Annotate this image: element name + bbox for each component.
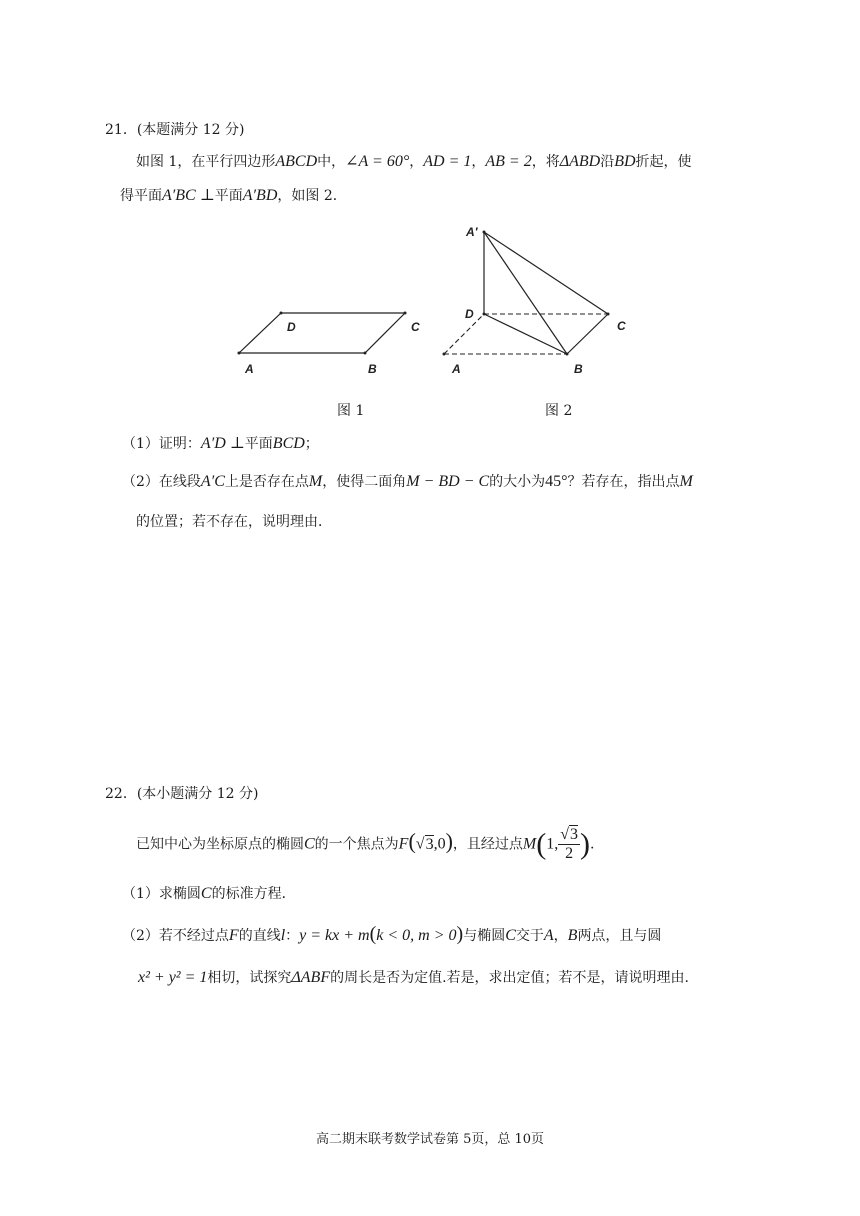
q21-part2-line2: 的位置；若不存在，说明理由． [136,514,332,530]
math-triangle-ABF: ΔABF [291,969,331,986]
math-ApC: A′C [200,473,225,490]
math-C: C [505,927,516,944]
q22-text: . [590,836,595,853]
figure-2-folded [440,222,640,382]
fig1-label-B: B [368,362,377,376]
fig1-label-A: A [245,362,254,376]
q21-text: （1）证明： [122,436,201,452]
q21-text: 上是否存在点 [224,474,309,490]
math-line-eq: y = kx + m [299,927,370,944]
math-C: C [304,835,315,853]
math-sqrt3: 3 [425,835,434,853]
math-AD: AD = 1 [423,153,472,170]
math-M-x: 1, [546,835,559,853]
math-ABCD: ABCD [275,153,318,170]
page-footer: 高二期末联考数学试卷第 5页，总 10页 [315,1132,545,1147]
q22-text: （2）若不经过点 [122,928,229,944]
math-F-y: ,0 [433,835,446,853]
q21-text: ，如图 2． [277,188,347,204]
q21-text: 折起，使 [635,154,692,170]
q21-text: 沿 [600,154,615,170]
fig2-label-D: D [465,307,474,321]
figure-2-caption: 图 2 [545,403,573,419]
q21-intro-line1 [136,152,692,172]
math-BCD: BCD [272,435,305,452]
math-F: F [398,835,409,853]
math-F: F [228,927,239,944]
q22-text: 与椭圆 [463,928,506,944]
math-M: M [308,473,323,490]
q21-text: 平面 [244,436,273,452]
fig1-label-D: D [287,320,296,334]
q21-text: ； [304,436,319,452]
q21-text: 平面 [214,188,243,204]
math-ApD: A′D ⊥ [200,435,245,452]
fig2-label-C: C [617,319,626,333]
q21-text: 如图 1，在平行四边形 [136,154,276,170]
q21-text: ， [471,154,486,170]
math-sqrt3: 3 [570,826,578,843]
math-C: C [200,885,212,902]
q21-text: ？若存在，指出点 [567,474,680,490]
q21-text: 的大小为 [489,474,546,490]
fig2-label-B: B [574,362,583,376]
q22-intro: 已知中心为坐标原点的椭圆C的一个焦点为F(√3,0)，且经过点M(1, $\frac{√3}{2}$ ). [136,826,595,862]
q21-part2-line1 [122,472,693,492]
math-fraction: $\frac{√3}{2}$ [560,826,578,862]
q21-text: ，使得二面角 [322,474,407,490]
math-M: M [679,473,693,490]
q22-text: 的周长是否为定值.若是，求出定值；若不是，请说明理由. [330,970,690,986]
figure-1-caption: 图 1 [337,403,365,419]
q22-text: 交于 [515,928,544,944]
math-denominator: 2 [565,845,574,862]
q22-text: 已知中心为坐标原点的椭圆 [136,836,304,853]
q22-text: ，且经过点 [452,836,523,853]
q21-text: ，将 [531,154,560,170]
math-condition: k < 0, m > 0 [376,927,457,944]
math-dihedral: M − BD − C [406,473,490,490]
math-angle-A: ∠A = 60° [345,153,410,170]
math-A: A [543,927,554,944]
math-M: M [522,835,537,853]
q22-part2-line1: （2）若不经过点F的直线l：y = kx + m(k < 0, m > 0)与椭圆C交于A，B两点，且与圆 [122,923,662,945]
q22-text: 相切，试探究 [207,970,292,986]
fig2-label-Aprime: A′ [466,225,478,239]
q21-header: 21．(本题满分 12 分) [105,122,245,138]
q22-text: 的一个焦点为 [314,836,399,853]
figure-1-parallelogram [225,300,425,380]
q22-text: 两点，且与圆 [577,928,662,944]
math-BD: BD [614,153,636,170]
q22-text: 的直线 [238,928,281,944]
fig1-label-C: C [411,320,420,334]
math-B: B [567,927,578,944]
q22-text: ， [553,928,568,944]
math-AB: AB = 2 [485,153,532,170]
q22-text: ： [285,928,300,944]
math-triangle-ABD: ΔABD [559,153,601,170]
parallelogram-ABCD [239,313,405,353]
q21-part1 [122,434,319,454]
q22-part1 [122,884,296,904]
math-45deg: 45° [545,473,568,490]
fig2-label-A: A [452,362,461,376]
q22-header: 22．(本小题满分 12 分) [105,786,259,802]
q21-intro-line2 [120,186,347,206]
q21-text: （2）在线段 [122,474,201,490]
q22-text: 的标准方程． [211,886,296,902]
math-ApBC: A′BC ⊥ [162,187,215,204]
q21-text: 得平面 [120,188,162,204]
math-ApBD: A′BD [242,187,278,204]
math-l: l [280,927,286,944]
q22-text: （1）求椭圆 [122,886,201,902]
q22-part2-line2 [138,968,689,988]
q21-text: 中， [317,154,346,170]
q21-text: ， [409,154,424,170]
math-circle-eq: x² + y² = 1 [138,969,208,986]
